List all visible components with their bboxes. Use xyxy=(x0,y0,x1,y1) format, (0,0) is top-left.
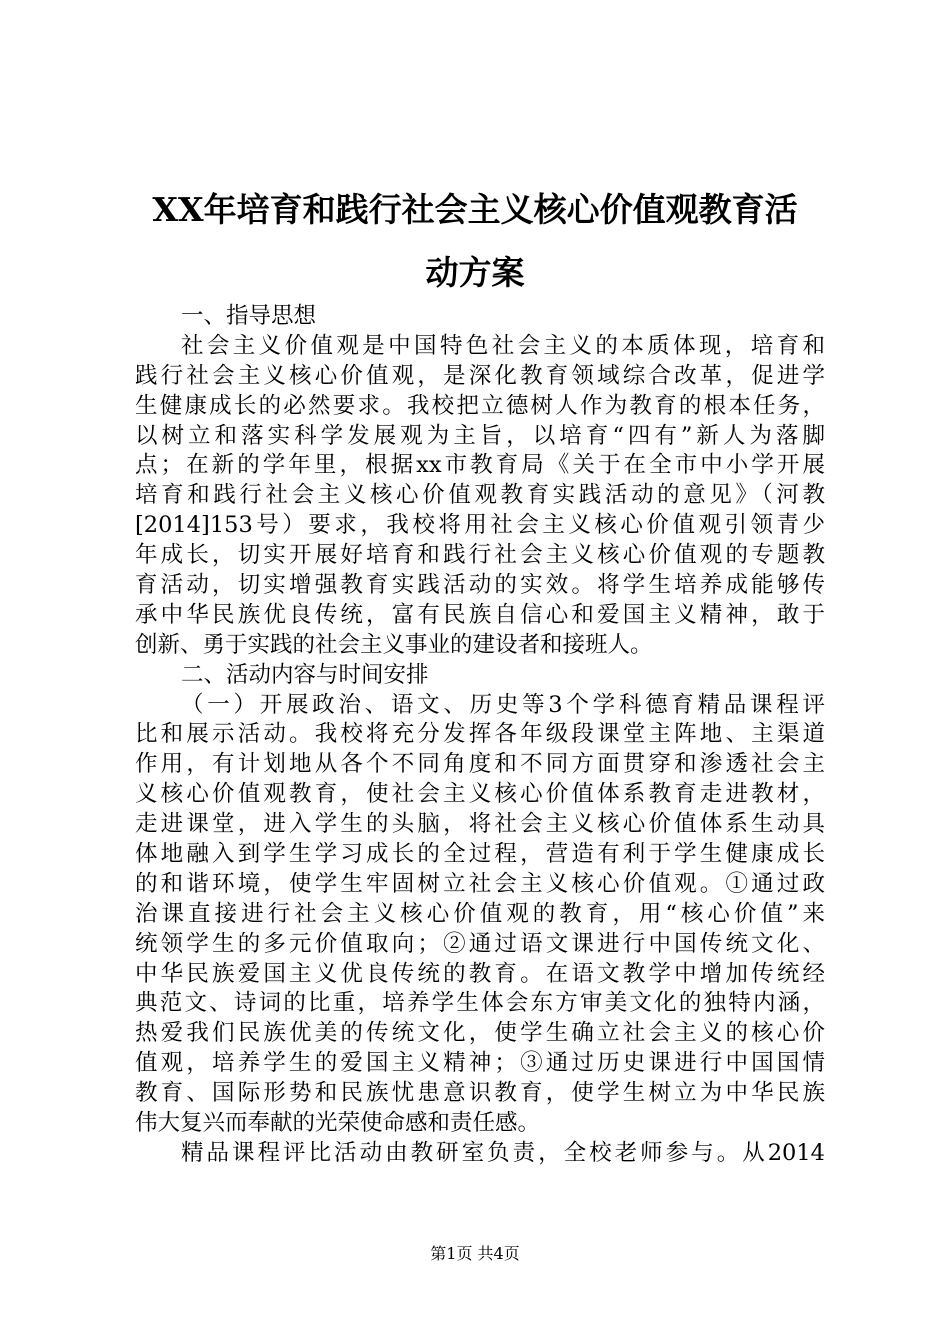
body-text-line: 热爱我们民族优美的传统文化，使学生确立社会主义的核心价 xyxy=(135,1020,825,1047)
body-text-line: 生健康成长的必然要求。我校把立德树人作为教育的根本任务， xyxy=(135,392,825,419)
body-text-line: 以树立和落实科学发展观为主旨，以培育“四有”新人为落脚 xyxy=(135,422,825,449)
body-text-line: 比和展示活动。我校将充分发挥各年级段课堂主阵地、主渠道 xyxy=(135,721,825,748)
body-text-line: [2014]153号）要求，我校将用社会主义核心价值观引领青少 xyxy=(135,512,825,539)
body-text-line: 走进课堂，进入学生的头脑，将社会主义核心价值体系生动具 xyxy=(135,811,825,838)
body-text-line: 体地融入到学生学习成长的全过程，营造有利于学生健康成长 xyxy=(135,841,825,868)
document-title-line-1: XX年培育和践行社会主义核心价值观教育活 xyxy=(152,190,798,229)
body-text-line: 义核心价值观教育，使社会主义核心价值体系教育走进教材， xyxy=(135,781,825,808)
body-text-line: 二、活动内容与时间安排 xyxy=(181,661,429,688)
body-text-line: 作用，有计划地从各个不同角度和不同方面贯穿和渗透社会主 xyxy=(135,751,825,778)
body-text-line: 创新、勇于实践的社会主义事业的建设者和接班人。 xyxy=(135,631,653,658)
body-text-line: 承中华民族优良传统，富有民族自信心和爱国主义精神，敢于 xyxy=(135,601,825,628)
body-text-line: 年成长，切实开展好培育和践行社会主义核心价值观的专题教 xyxy=(135,542,825,569)
page-footer: 第1页 共4页 xyxy=(430,1244,520,1263)
document-body xyxy=(135,302,825,1169)
body-text-line: 培育和践行社会主义核心价值观教育实践活动的意见》（河教 xyxy=(135,482,825,509)
body-text-line: 践行社会主义核心价值观，是深化教育领域综合改革，促进学 xyxy=(135,362,825,389)
body-text-line: 的和谐环境，使学生牢固树立社会主义核心价值观。①通过政 xyxy=(135,870,825,897)
body-text-line: （一）开展政治、语文、历史等3个学科德育精品课程评 xyxy=(181,691,825,718)
body-text-line: 统领学生的多元价值取向；②通过语文课进行中国传统文化、 xyxy=(135,930,825,957)
body-text-line: 治课直接进行社会主义核心价值观的教育，用“核心价值”来 xyxy=(135,900,825,927)
body-text-line: 点；在新的学年里，根据xx市教育局《关于在全市中小学开展 xyxy=(135,452,825,479)
body-text-line: 社会主义价值观是中国特色社会主义的本质体现，培育和 xyxy=(181,332,825,359)
body-text-line: 育活动，切实增强教育实践活动的实效。将学生培养成能够传 xyxy=(135,572,825,599)
body-text-line: 精品课程评比活动由教研室负责，全校老师参与。从2014 xyxy=(181,1139,825,1166)
body-text-line: 一、指导思想 xyxy=(181,303,317,329)
body-text-line: 教育、国际形势和民族忧患意识教育，使学生树立为中华民族 xyxy=(135,1080,825,1107)
body-text-line: 典范文、诗词的比重，培养学生体会东方审美文化的独特内涵， xyxy=(135,990,825,1017)
document-title-line-2: 动方案 xyxy=(425,253,525,292)
body-text-line: 中华民族爱国主义优良传统的教育。在语文教学中增加传统经 xyxy=(135,960,825,987)
body-text-line: 值观，培养学生的爱国主义精神；③通过历史课进行中国国情 xyxy=(135,1050,825,1077)
body-text-line: 伟大复兴而奉献的光荣使命感和责任感。 xyxy=(135,1110,541,1137)
